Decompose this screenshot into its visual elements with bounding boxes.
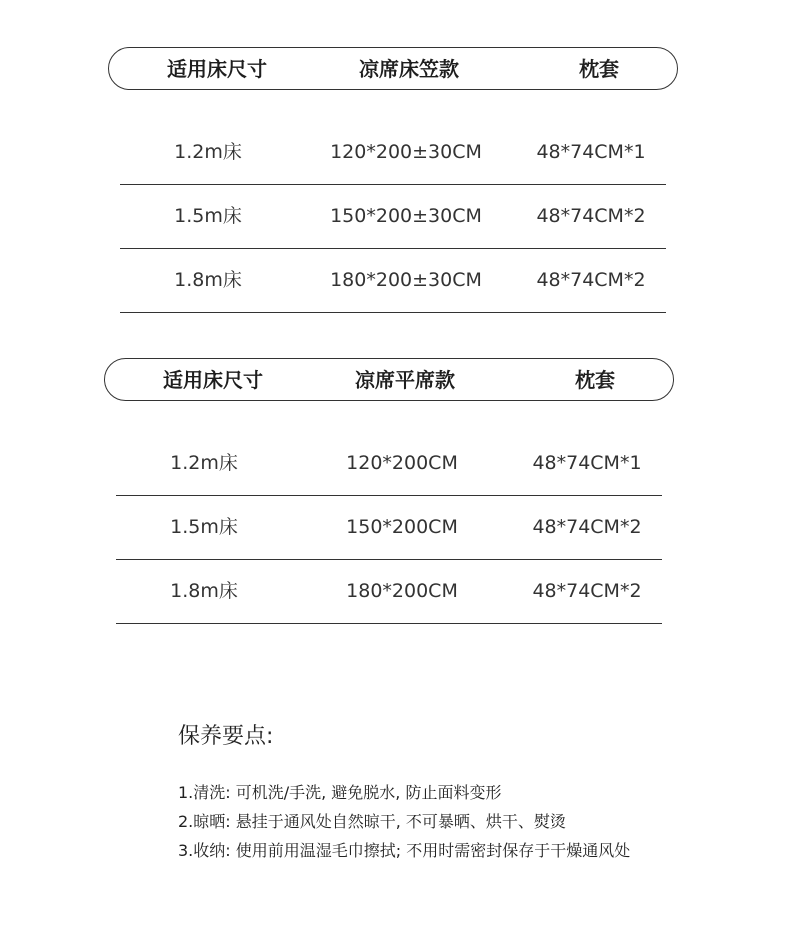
cell-mat-size: 150*200CM	[346, 516, 458, 538]
cell-bed-size: 1.5m床	[174, 205, 242, 227]
table-row	[120, 248, 666, 313]
care-item-dry: 2.晾晒: 悬挂于通风处自然晾干, 不可暴晒、烘干、熨烫	[178, 812, 566, 831]
table-row	[120, 184, 666, 249]
header-pillowcase: 枕套	[575, 368, 615, 392]
cell-mat-size: 180*200±30CM	[330, 269, 482, 291]
size-table-flat	[104, 358, 676, 624]
cell-bed-size: 1.5m床	[170, 516, 238, 538]
cell-pillowcase: 48*74CM*2	[532, 580, 642, 602]
care-item-wash: 1.清洗: 可机洗/手洗, 避免脱水, 防止面料变形	[178, 783, 502, 802]
table-header	[108, 47, 678, 90]
care-item-storage: 3.收纳: 使用前用温湿毛巾擦拭; 不用时需密封保存于干燥通风处	[178, 841, 631, 860]
cell-bed-size: 1.8m床	[170, 580, 238, 602]
cell-mat-size: 150*200±30CM	[330, 205, 482, 227]
cell-pillowcase: 48*74CM*2	[532, 516, 642, 538]
size-table-fitted	[108, 47, 680, 313]
cell-pillowcase: 48*74CM*1	[536, 141, 646, 163]
cell-bed-size: 1.2m床	[174, 141, 242, 163]
cell-pillowcase: 48*74CM*2	[536, 269, 646, 291]
header-bed-size: 适用床尺寸	[163, 368, 263, 392]
cell-mat-size: 120*200±30CM	[330, 141, 482, 163]
header-bed-size: 适用床尺寸	[167, 57, 267, 81]
table-header	[104, 358, 674, 401]
care-title: 保养要点:	[178, 724, 274, 749]
cell-mat-size: 120*200CM	[346, 452, 458, 474]
cell-bed-size: 1.2m床	[170, 452, 238, 474]
care-instructions	[178, 718, 630, 865]
cell-mat-size: 180*200CM	[346, 580, 458, 602]
table-row	[116, 431, 662, 496]
table-row	[120, 120, 666, 185]
table-row	[116, 559, 662, 624]
header-mat-style: 凉席床笠款	[359, 57, 459, 81]
header-pillowcase: 枕套	[579, 57, 619, 81]
cell-pillowcase: 48*74CM*2	[536, 205, 646, 227]
header-mat-style: 凉席平席款	[355, 368, 455, 392]
cell-pillowcase: 48*74CM*1	[532, 452, 642, 474]
table-row	[116, 495, 662, 560]
cell-bed-size: 1.8m床	[174, 269, 242, 291]
